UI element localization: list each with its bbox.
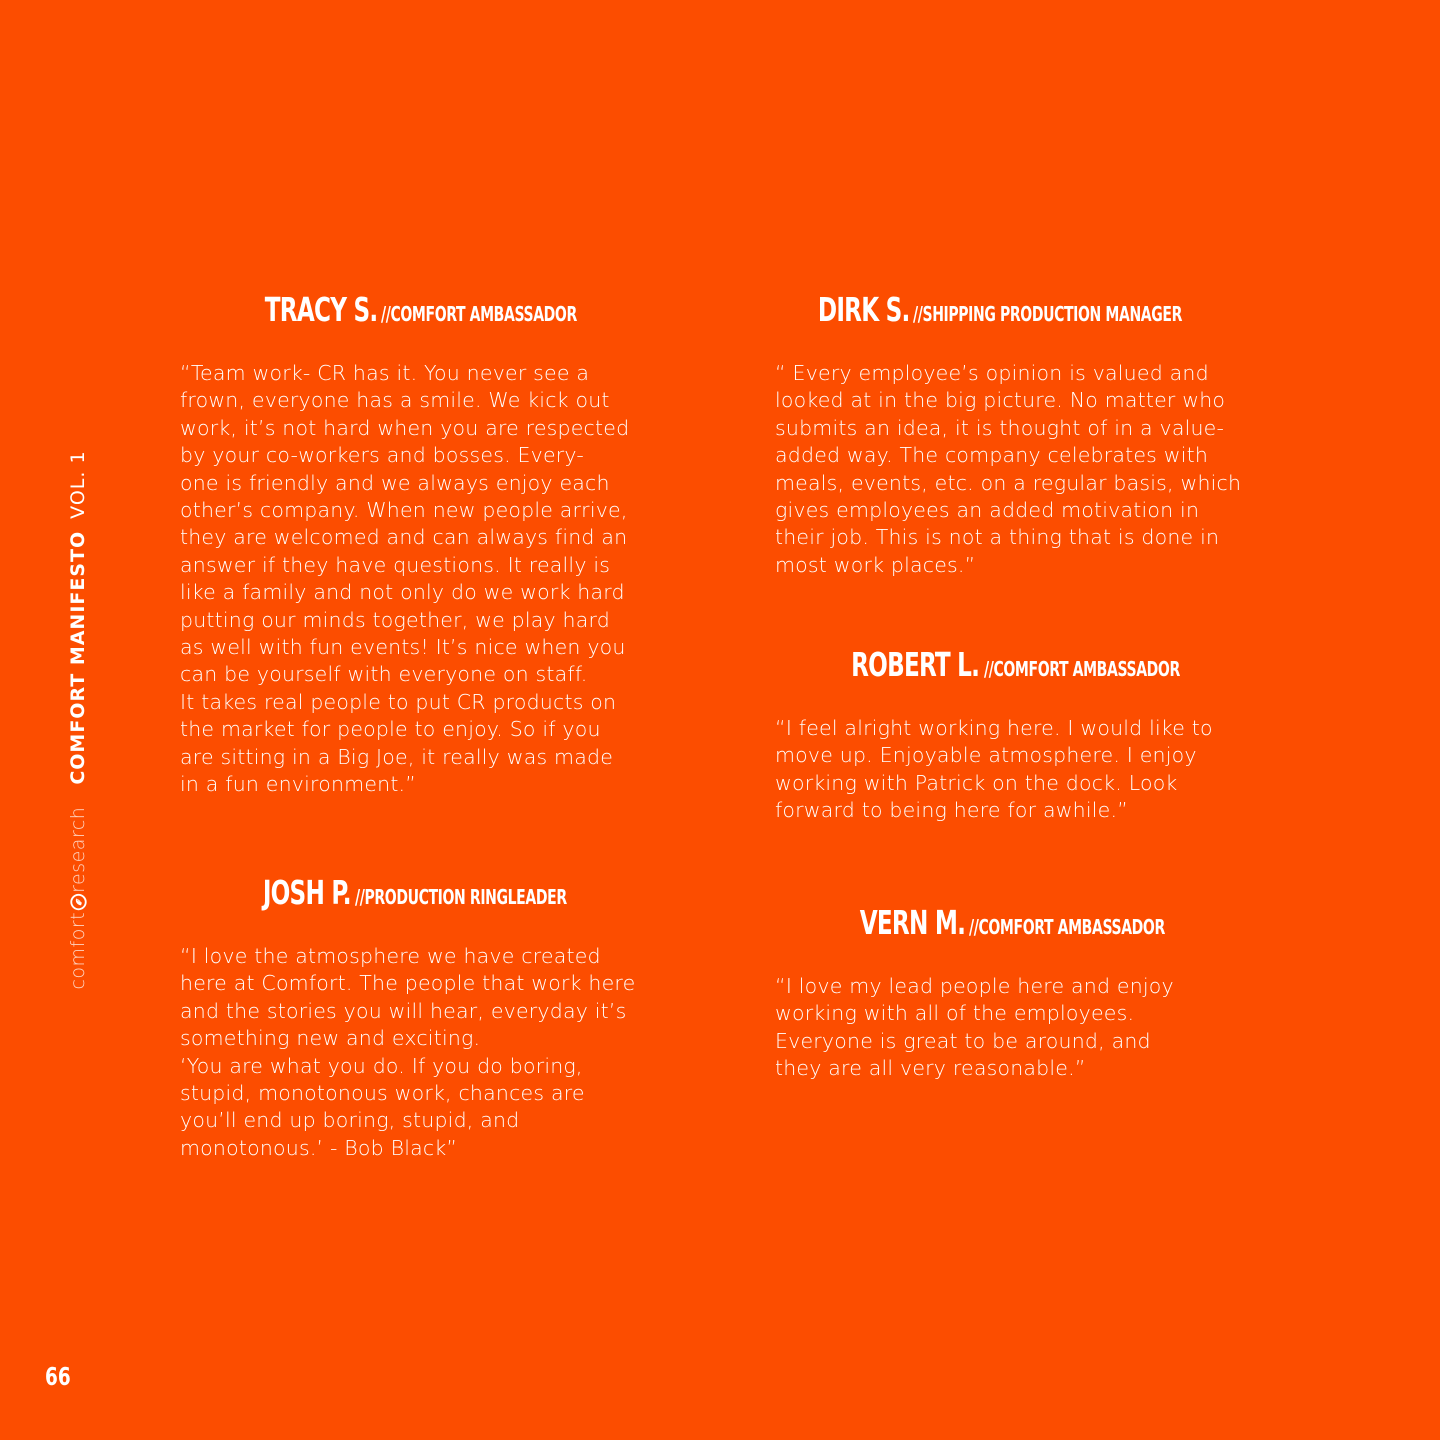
testimonial-quote: “ Every employee’s opinion is valued and looked at in the big picture. No matter who submits an idea, it is thought of in a value- added way. The company celebrates with meals, events, etc. on a regular basis, which gives employees an added motivation in their job. This is not a thing that is done in most work places.” — [775, 361, 1242, 577]
testimonial-quote: “I love the atmosphere we have created here at Comfort. The people that work here and the stories you will hear, everyday it’s something new and exciting. ‘You are what you do. If you do boring, stupid, monotonous work, chances are you’ll end up boring, stupid, and monotonous.’ - Bob Black” — [180, 944, 636, 1160]
testimonial-heading — [180, 873, 685, 912]
testimonial-heading — [180, 290, 685, 329]
testimonial-role: //COMFORT AMBASSADOR — [968, 915, 1165, 939]
manifesto-volume: VOL. 1 — [67, 450, 89, 519]
side-spine — [63, 450, 93, 989]
testimonial-name: TRACY S. — [264, 290, 378, 329]
testimonial-role: //COMFORT AMBASSADOR — [983, 657, 1180, 681]
testimonial-dirk — [775, 290, 1275, 579]
testimonial-robert — [775, 645, 1275, 825]
testimonial-role: //COMFORT AMBASSADOR — [381, 302, 578, 326]
testimonial-heading — [775, 903, 1275, 942]
testimonial-quote: “Team work- CR has it. You never see a frown, everyone has a smile. We kick out work, it’s not hard when you are respected by your co-workers and bosses. Every- one is friendly and we always enjoy each other’s company. When new people arrive, they are welcomed and can always find an answer if they have questions. It really is like a family and not only do we work hard putting our minds together, we play hard as well with fun events! It’s nice when you can be yourself with everyone on staff. It takes real people to put CR products on the market for people to enjoy. So if you are sitting in a Big Joe, it really was made in a fun environment.” — [180, 361, 630, 797]
testimonial-heading — [775, 645, 1275, 684]
page-number: 66 — [45, 1362, 71, 1391]
testimonial-name: ROBERT L. — [851, 645, 980, 684]
testimonial-quote: “I love my lead people here and enjoy working with all of the employees. Everyone is great to be around, and they are all very reasonable.” — [775, 974, 1174, 1081]
manifesto-title: COMFORT MANIFESTO — [67, 530, 89, 785]
brand-left-text: comfort — [67, 911, 89, 990]
testimonial-role: //SHIPPING PRODUCTION MANAGER — [913, 302, 1183, 326]
testimonial-role: //PRODUCTION RINGLEADER — [355, 885, 567, 909]
testimonial-heading — [775, 290, 1275, 329]
testimonial-josh — [180, 873, 685, 1162]
testimonial-quote: “I feel alright working here. I would like to move up. Enjoyable atmosphere. I enjoy working with Patrick on the dock. Look forward to being here for awhile.” — [775, 716, 1213, 823]
testimonial-name: JOSH P. — [263, 873, 352, 912]
brand-right-text: research — [67, 806, 89, 893]
testimonial-name: DIRK S. — [817, 290, 910, 329]
testimonial-name: VERN M. — [859, 903, 965, 942]
brand-wordmark — [67, 807, 89, 990]
comfort-research-logo-icon — [70, 894, 87, 911]
testimonial-vern — [775, 903, 1275, 1083]
testimonial-tracy — [180, 290, 685, 799]
